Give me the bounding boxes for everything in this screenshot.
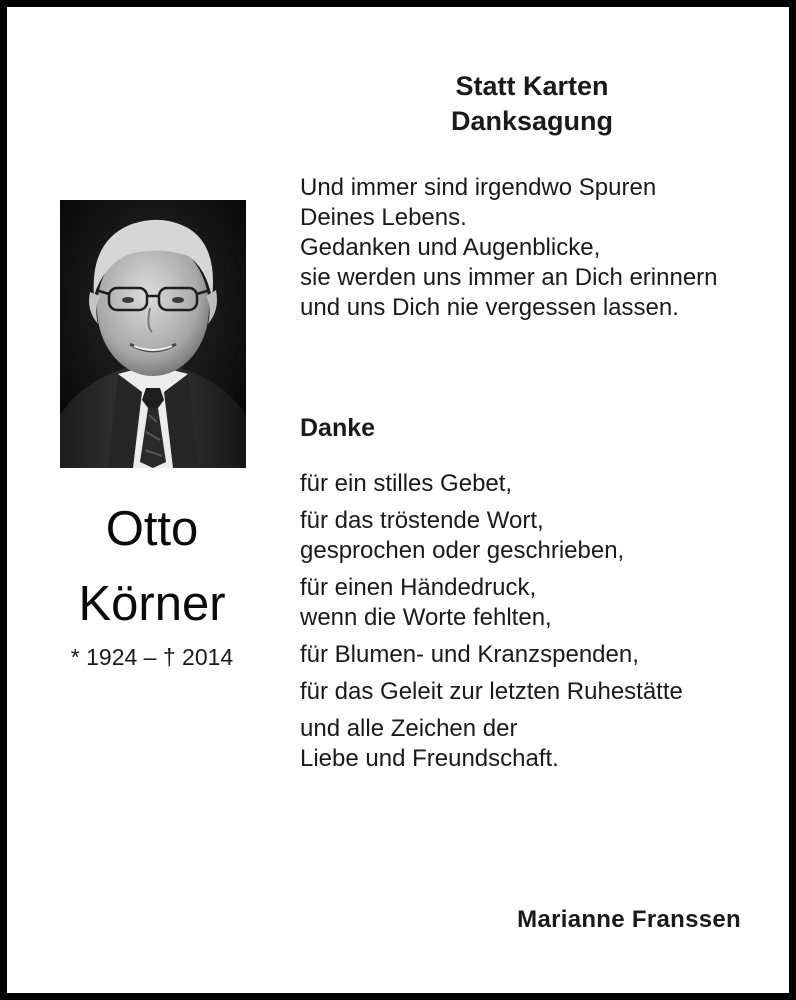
thanks-line: für das Geleit zur letzten Ruhestätte bbox=[300, 678, 683, 705]
thanks-line: für ein stilles Gebet, bbox=[300, 470, 513, 497]
thanks-line: für einen Händedruck, bbox=[300, 574, 537, 601]
portrait-photo bbox=[60, 200, 246, 468]
thanks-heading: Danke bbox=[300, 414, 376, 442]
poem-line: Und immer sind irgendwo Spuren bbox=[300, 174, 657, 201]
thanks-line: Liebe und Freundschaft. bbox=[300, 745, 559, 772]
thanks-line: gesprochen oder geschrieben, bbox=[300, 537, 625, 564]
signature: Marianne Franssen bbox=[517, 906, 741, 933]
header bbox=[307, 69, 757, 139]
poem-line: sie werden uns immer an Dich erinnern bbox=[300, 264, 718, 291]
thanks-group bbox=[300, 506, 683, 566]
deceased-last-name: Körner bbox=[78, 577, 226, 631]
thanks-group bbox=[300, 469, 683, 499]
thanks-line: für das tröstende Wort, bbox=[300, 507, 544, 534]
thanks-line: wenn die Worte fehlten, bbox=[300, 604, 552, 631]
header-line-danksagung: Danksagung bbox=[450, 106, 614, 136]
thanks-group bbox=[300, 640, 683, 670]
thanks-list bbox=[300, 469, 683, 781]
deceased-first-name: Otto bbox=[105, 502, 199, 556]
portrait-image bbox=[60, 200, 246, 468]
life-dates: * 1924 – † 2014 bbox=[70, 644, 234, 670]
thanks-line: und alle Zeichen der bbox=[300, 715, 518, 742]
thanks-group bbox=[300, 714, 683, 774]
poem bbox=[300, 173, 718, 323]
poem-line: Deines Lebens. bbox=[300, 204, 467, 231]
thanks-group bbox=[300, 677, 683, 707]
header-line-statt-karten: Statt Karten bbox=[455, 71, 609, 101]
thanks-group bbox=[300, 573, 683, 633]
poem-line: und uns Dich nie vergessen lassen. bbox=[300, 294, 679, 321]
thanks-line: für Blumen- und Kranzspenden, bbox=[300, 641, 639, 668]
poem-line: Gedanken und Augenblicke, bbox=[300, 234, 601, 261]
